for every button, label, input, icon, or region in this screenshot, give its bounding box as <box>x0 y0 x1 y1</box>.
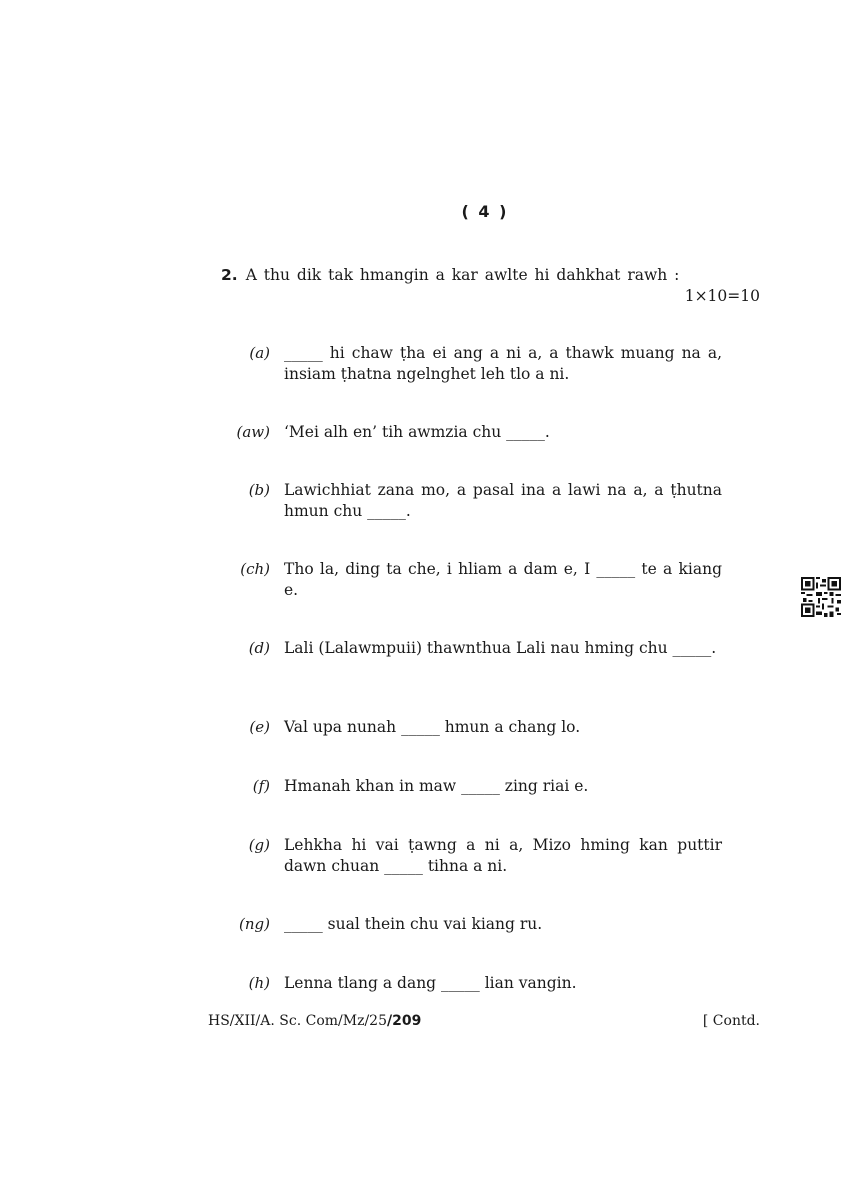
list-item <box>220 776 722 797</box>
item-text: Lali (Lalawmpuii) thawnthua Lali nau hming chu _____. <box>284 639 717 657</box>
item-text: Tho la, ding ta che, i hliam a dam e, I _____ te a kiang e. <box>284 560 722 599</box>
qr-code-icon <box>801 577 841 617</box>
item-text: Lenna tlang a dang _____ lian vangin. <box>284 974 577 992</box>
list-item <box>220 973 722 994</box>
question-number: 2. <box>221 266 238 284</box>
question-2 <box>221 265 761 286</box>
item-text: ‘Mei alh en’ tih awmzia chu _____. <box>284 423 550 441</box>
question-marks: 1×10=10 <box>684 287 760 305</box>
list-item <box>220 422 722 443</box>
item-text: _____ hi chaw ṭha ei ang a ni a, a thawk muang na a, insiam ṭhatna ngelnghet leh tlo a ni. <box>284 344 722 383</box>
paper-code-prefix: HS/XII/A. Sc. Com/Mz/25 <box>208 1013 387 1029</box>
item-label: (a) <box>249 344 270 362</box>
item-label: (ng) <box>239 915 270 933</box>
list-item <box>220 638 722 659</box>
item-text: Lawichhiat zana mo, a pasal ina a lawi na a, a ṭhutna hmun chu _____. <box>284 481 722 520</box>
item-label: (g) <box>248 836 270 854</box>
item-label: (e) <box>249 718 270 736</box>
item-label: (h) <box>248 974 270 992</box>
item-label: (ch) <box>240 560 270 578</box>
list-item <box>220 480 722 522</box>
list-item <box>220 559 722 601</box>
item-label: (d) <box>248 639 270 657</box>
item-label: (f) <box>252 777 270 795</box>
list-item <box>220 914 722 935</box>
paper-code <box>208 1013 421 1029</box>
item-text: Lehkha hi vai ṭawng a ni a, Mizo hming kan puttir dawn chuan _____ tihna a ni. <box>284 836 722 875</box>
item-text: _____ sual thein chu vai kiang ru. <box>284 915 543 933</box>
list-item <box>220 717 722 738</box>
paper-code-suffix: /209 <box>386 1013 422 1029</box>
list-item <box>220 835 722 877</box>
contd-label: [ Contd. <box>702 1013 760 1029</box>
list-item <box>220 343 722 385</box>
question-text: A thu dik tak hmangin a kar awlte hi dahkhat rawh : <box>245 266 680 284</box>
page-number: ( 4 ) <box>461 202 509 221</box>
item-text: Hmanah khan in maw _____ zing riai e. <box>284 777 589 795</box>
item-label: (aw) <box>236 423 270 441</box>
item-text: Val upa nunah _____ hmun a chang lo. <box>284 718 581 736</box>
item-label: (b) <box>248 481 270 499</box>
